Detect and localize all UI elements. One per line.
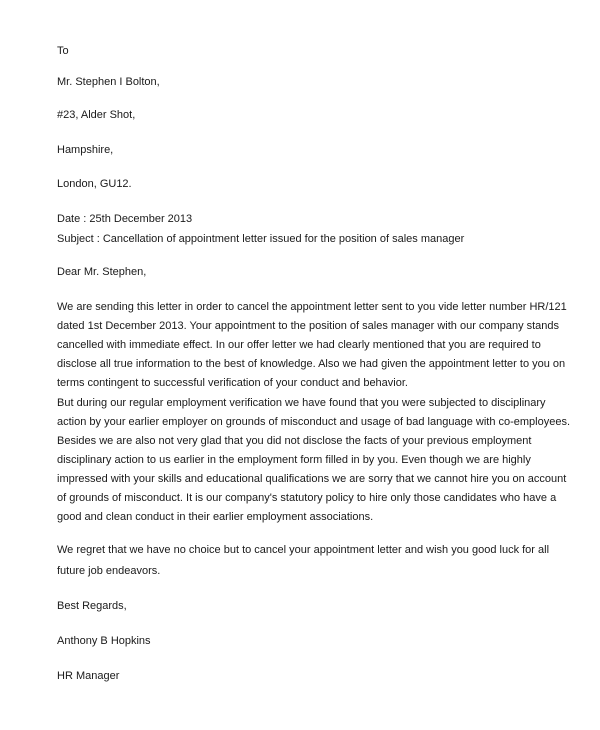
letter-subject: Subject : Cancellation of appointment letter issued for the position of sales manager: [57, 233, 465, 245]
body-line: good and clean conduct in their earlier employment associations.: [57, 511, 374, 524]
body-line: impressed with your skills and educational qualifications we are sorry that we cannot hire you on account: [57, 472, 567, 485]
body-line: disclose all true information to the best of knowledge. Also we had given the appointment letter to you on: [57, 358, 566, 371]
sender-title: HR Manager: [57, 670, 120, 682]
address-line: London, GU12.: [57, 178, 132, 190]
body-line: dated 1st December 2013. Your appointment to the position of sales manager with our company stands: [57, 320, 560, 333]
body-line: disciplinary action to us earlier in the employment form filled in by you. Even though we are highly: [57, 453, 531, 466]
recipient-to: To: [57, 45, 69, 57]
signoff: Best Regards,: [57, 600, 127, 612]
address-line: Hampshire,: [57, 144, 114, 156]
address-line: #23, Alder Shot,: [57, 109, 136, 121]
recipient-name: Mr. Stephen I Bolton,: [57, 76, 160, 88]
body-line: cancelled with immediate effect. In our offer letter we had clearly mentioned that you are required to: [57, 339, 541, 352]
closing-line: future job endeavors.: [57, 565, 161, 577]
body-line: terms contingent to successful verification of your conduct and behavior.: [57, 377, 408, 390]
body-line: Besides we are also not very glad that you did not disclose the facts of your previous employment: [57, 434, 532, 447]
body-line: of grounds of misconduct. It is our company's statutory policy to hire only those candidates who have a: [57, 492, 557, 504]
salutation: Dear Mr. Stephen,: [57, 266, 147, 278]
closing-line: We regret that we have no choice but to cancel your appointment letter and wish you good luck for all: [57, 544, 550, 556]
body-line: action by your earlier employer on grounds of misconduct and usage of bad language with co-employees.: [57, 415, 571, 428]
letter-date: Date : 25th December 2013: [57, 213, 193, 225]
sender-name: Anthony B Hopkins: [57, 635, 151, 647]
body-line: But during our regular employment verification we have found that you were subjected to disciplinary: [57, 396, 546, 409]
body-line: We are sending this letter in order to cancel the appointment letter sent to you vide letter number HR/121: [57, 301, 567, 313]
